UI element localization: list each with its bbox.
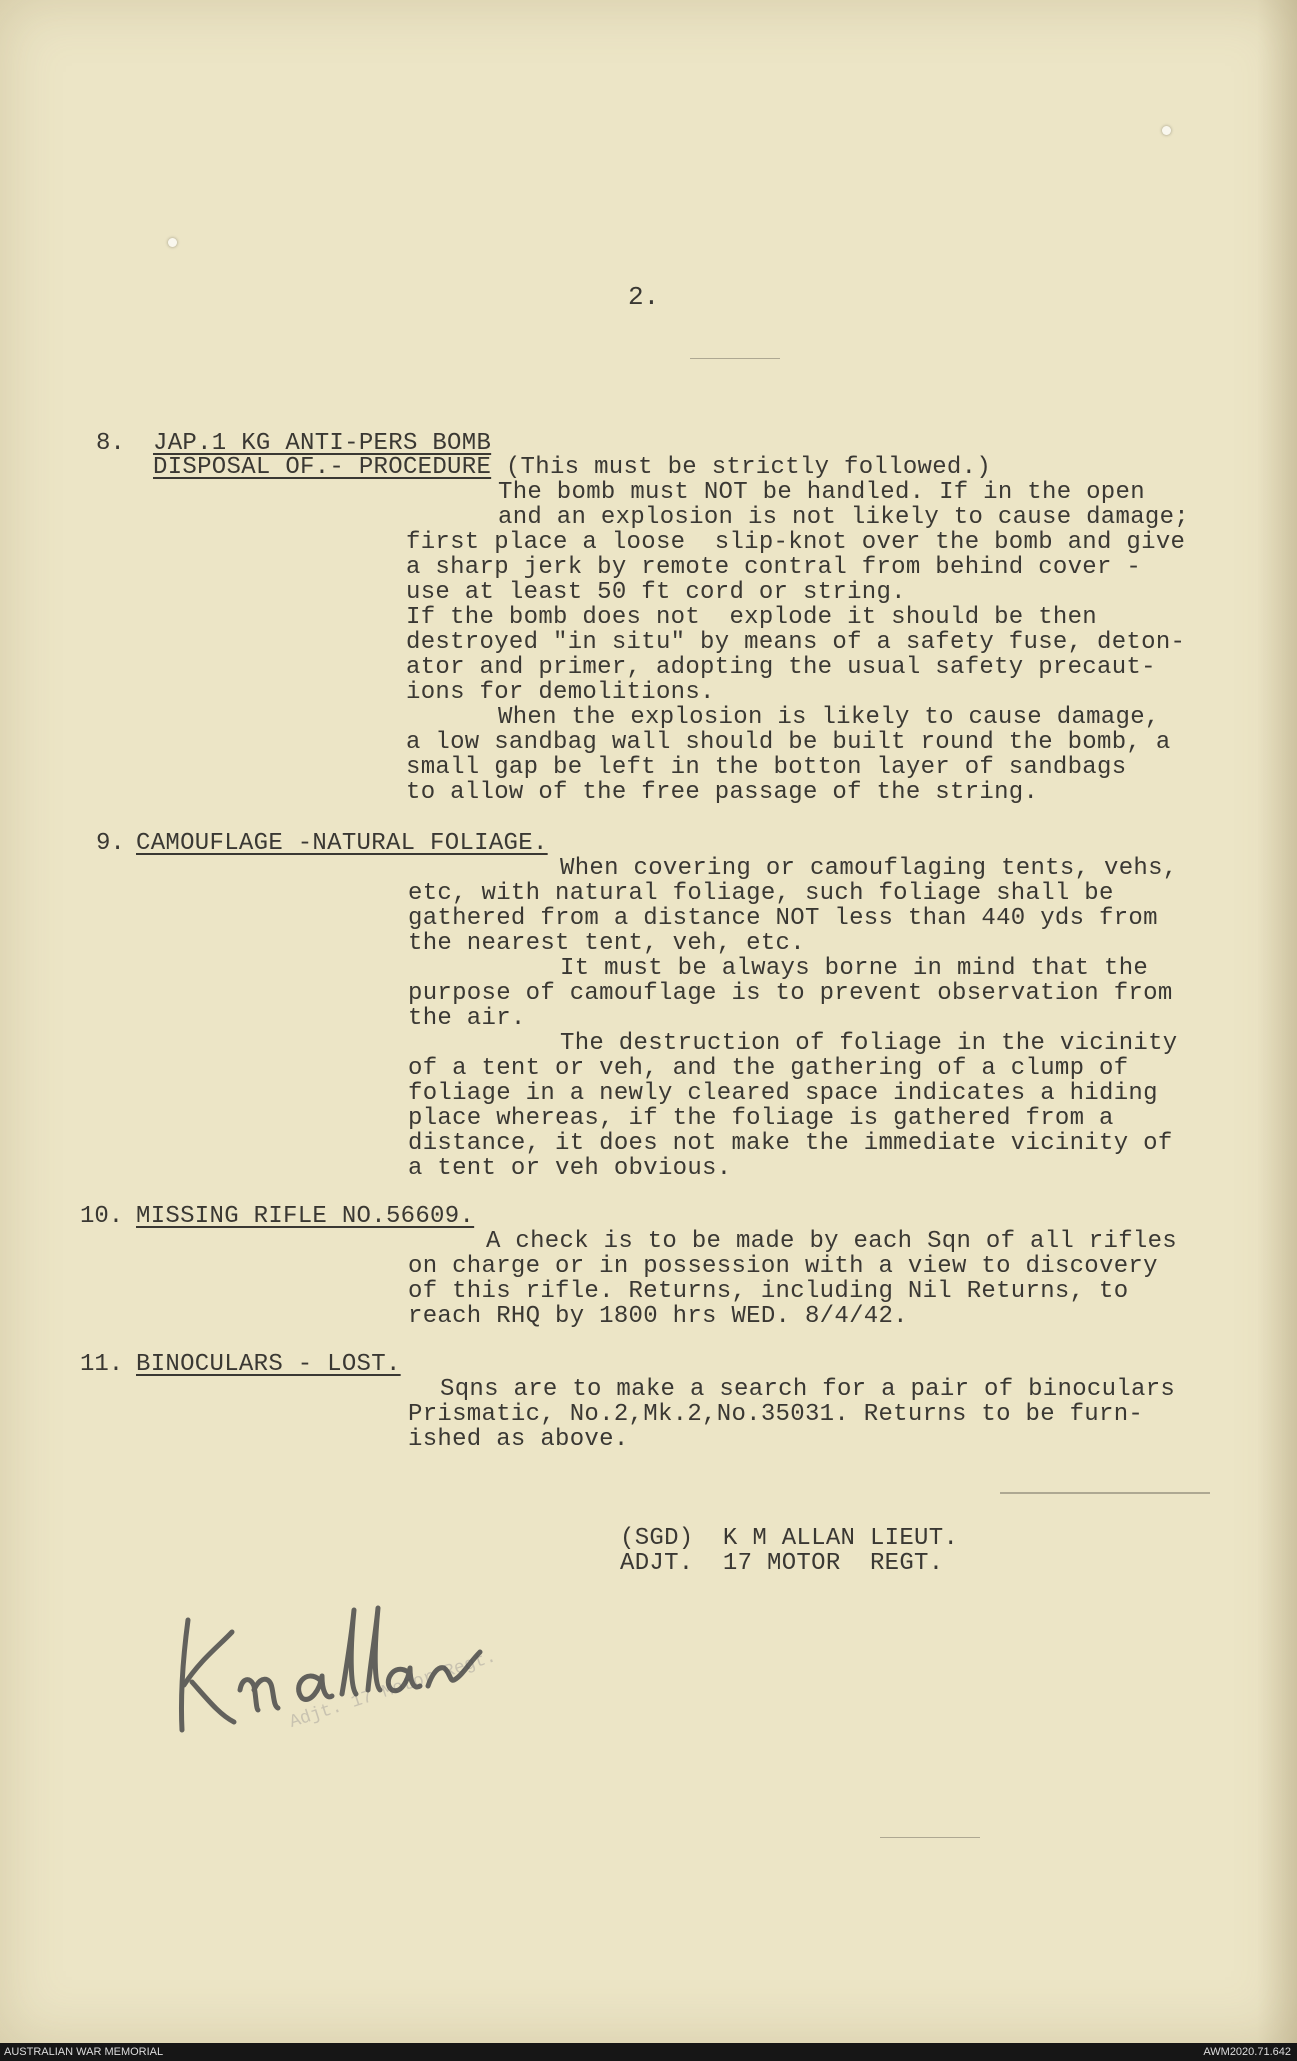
faint-stamp-impression: Adjt. 17 Motor Regt. [287,1647,499,1733]
section-heading: JAP.1 KG ANTI-PERS BOMB [153,430,492,457]
text-line: a low sandbag wall should be built round the bomb, a [406,729,1171,756]
text-line: a sharp jerk by remote contral from behind cover - [406,554,1142,581]
text-line: A check is to be made by each Sqn of all rifles [486,1228,1178,1255]
text-line: to allow of the free passage of the string. [406,779,1039,806]
text-line: It must be always borne in mind that the [560,955,1149,982]
stray-ink-line [690,358,780,359]
stray-ink-line [880,1837,980,1838]
text-line: first place a loose slip-knot over the bomb and give [406,529,1186,556]
text-line: destroyed "in situ" by means of a safety fuse, deton- [406,629,1186,656]
text-line: ished as above. [408,1426,629,1453]
text-line: on charge or in possession with a view to discovery [408,1253,1158,1280]
signature-line: ADJT. 17 MOTOR REGT. [620,1550,944,1577]
text-line: etc, with natural foliage, such foliage shall be [408,880,1114,907]
text-line: If the bomb does not explode it should be then [406,604,1098,631]
section-heading-row [153,456,991,480]
section-heading: DISPOSAL OF.- PROCEDURE [153,454,492,481]
section-number: 8. [96,430,125,457]
text-line: foliage in a newly cleared space indicates a hiding [408,1080,1158,1107]
text-line: Sqns are to make a search for a pair of binoculars [440,1376,1176,1403]
page-number: 2. [628,282,660,312]
punch-hole [1162,126,1171,135]
text-line: gathered from a distance NOT less than 440 yds from [408,905,1158,932]
text-line: The bomb must NOT be handled. If in the open [498,479,1145,506]
text-line: of this rifle. Returns, including Nil Returns, to [408,1278,1129,1305]
text-line: Prismatic, No.2,Mk.2,No.35031. Returns to be furn- [408,1401,1144,1428]
text-line: the nearest tent, veh, etc. [408,930,805,957]
handwritten-signature [170,1590,490,1740]
text-line: small gap be left in the botton layer of sandbags [406,754,1127,781]
text-line: and an explosion is not likely to cause damage; [498,504,1190,531]
section-number: 11. [80,1351,124,1378]
footer-reference: AWM2020.71.642 [1203,2046,1291,2058]
section-number: 10. [80,1203,124,1230]
text-line: the air. [408,1005,526,1032]
section-heading: MISSING RIFLE NO.56609. [136,1203,475,1230]
text-line: When covering or camouflaging tents, vehs, [560,855,1178,882]
signature-line: (SGD) K M ALLAN LIEUT. [620,1525,959,1552]
footer-credit: AUSTRALIAN WAR MEMORIAL [4,2046,164,2058]
text-line: use at least 50 ft cord or string. [406,579,906,606]
text-line: distance, it does not make the immediate vicinity of [408,1130,1173,1157]
text-line: ator and primer, adopting the usual safety precaut- [406,654,1156,681]
text-line: reach RHQ by 1800 hrs WED. 8/4/42. [408,1303,908,1330]
text-line: purpose of camouflage is to prevent observation from [408,980,1173,1007]
text-line: The destruction of foliage in the vicinity [560,1030,1178,1057]
section-number: 9. [96,830,125,857]
text-line: a tent or veh obvious. [408,1155,732,1182]
text-line: ions for demolitions. [406,679,715,706]
punch-hole [168,238,177,247]
text-line: place whereas, if the foliage is gathered from a [408,1105,1114,1132]
stray-ink-line [1000,1492,1210,1494]
section-heading: CAMOUFLAGE -NATURAL FOLIAGE. [136,830,548,857]
section-heading: BINOCULARS - LOST. [136,1351,401,1378]
heading-note: (This must be strictly followed.) [491,454,992,481]
text-line: of a tent or veh, and the gathering of a clump of [408,1055,1129,1082]
text-line: When the explosion is likely to cause damage, [498,704,1160,731]
